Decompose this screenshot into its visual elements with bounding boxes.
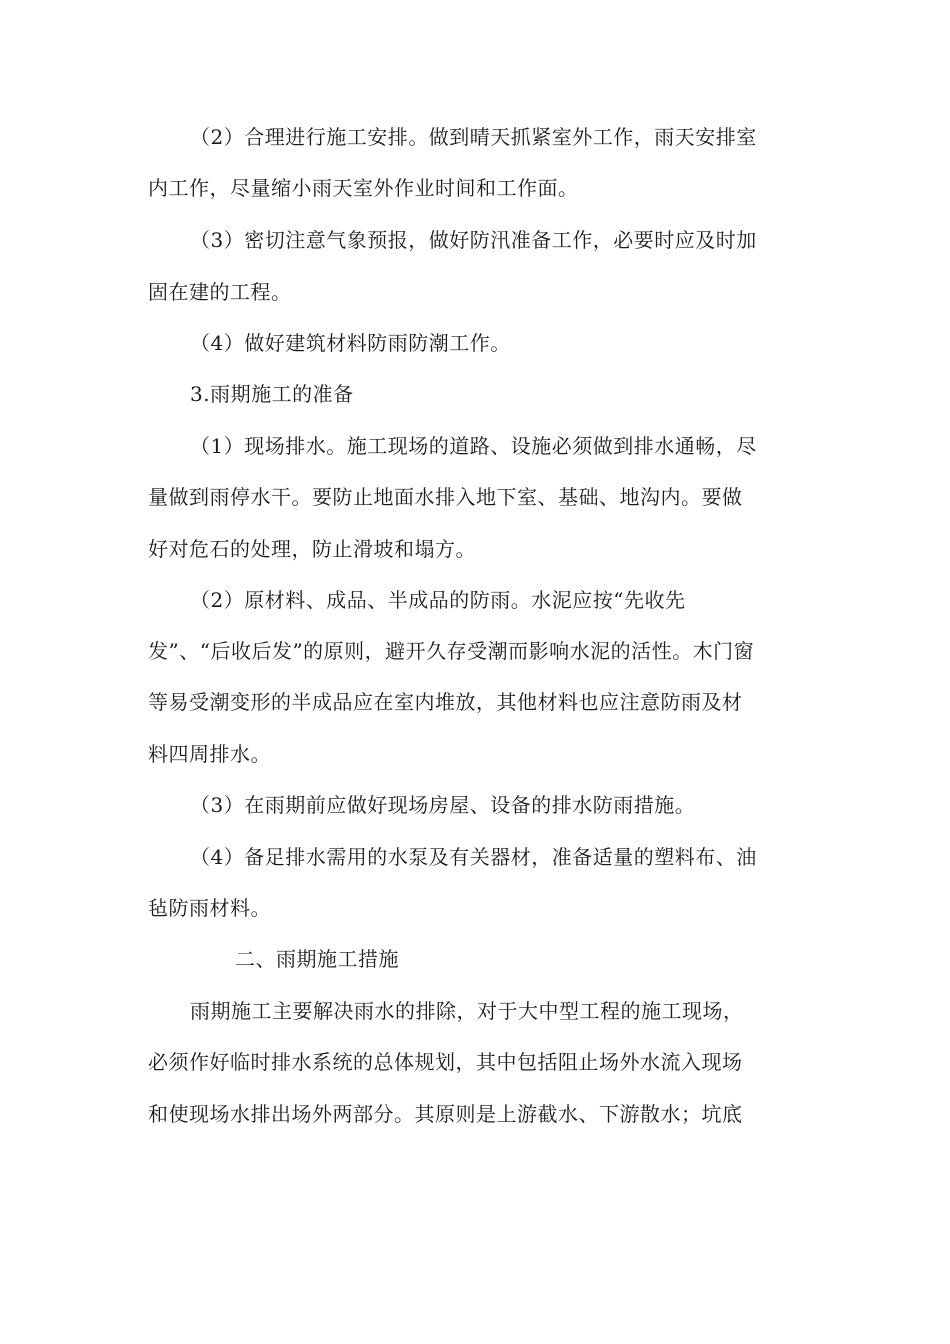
text-line: （2）合理进行施工安排。做到晴天抓紧室外工作，雨天安排室	[190, 125, 757, 149]
text-line: （3）在雨期前应做好现场房屋、设备的排水防雨措施。	[190, 793, 696, 817]
text-line: 等易受潮变形的半成品应在室内堆放，其他材料也应注意防雨及材	[148, 690, 743, 714]
section-heading: 3.雨期施工的准备	[190, 382, 354, 406]
text-line: 雨期施工主要解决雨水的排除，对于大中型工程的施工现场，	[190, 999, 744, 1023]
text-line: （4）做好建筑材料防雨防潮工作。	[190, 331, 511, 355]
text-line: （2）原材料、成品、半成品的防雨。水泥应按“先收先	[190, 588, 686, 612]
text-line: 好对危石的处理，防止滑坡和塌方。	[148, 537, 476, 561]
chapter-heading: 二、雨期施工措施	[235, 947, 399, 971]
text-line: 量做到雨停水干。要防止地面水排入地下室、基础、地沟内。要做	[148, 485, 743, 509]
text-line: （1）现场排水。施工现场的道路、设施必须做到排水通畅，尽	[190, 434, 757, 458]
text-line: （4）备足排水需用的水泵及有关器材，准备适量的塑料布、油	[190, 845, 757, 869]
text-line: 内工作，尽量缩小雨天室外作业时间和工作面。	[148, 176, 579, 200]
text-line: 固在建的工程。	[148, 280, 292, 304]
text-line: 必须作好临时排水系统的总体规划，其中包括阻止场外水流入现场	[148, 1050, 743, 1074]
text-line: 毡防雨材料。	[148, 896, 271, 920]
text-line: 发”、“后收后发”的原则，避开久存受潮而影响水泥的活性。木门窗	[148, 639, 755, 663]
text-line: 料四周排水。	[148, 742, 271, 766]
text-line: （3）密切注意气象预报，做好防汛准备工作，必要时应及时加	[190, 228, 757, 252]
text-line: 和使现场水排出场外两部分。其原则是上游截水、下游散水；坑底	[148, 1102, 743, 1126]
